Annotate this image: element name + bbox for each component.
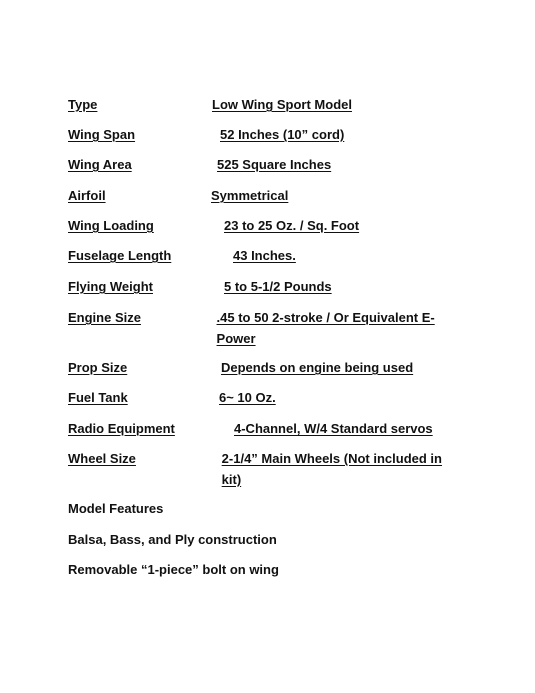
spec-row-wheel-size bbox=[68, 448, 463, 490]
spec-row-wing-area bbox=[68, 154, 463, 175]
spec-label: Flying Weight bbox=[68, 279, 153, 294]
spec-row-airfoil bbox=[68, 185, 463, 206]
spec-row-fuel-tank bbox=[68, 387, 463, 408]
spec-value: Depends on engine being used bbox=[221, 360, 414, 375]
spec-value: 2-1/4” Main Wheels (Not included in kit) bbox=[221, 451, 442, 487]
spec-value: 52 Inches (10” cord) bbox=[220, 127, 345, 142]
spec-label: Type bbox=[68, 97, 98, 112]
feature-item: Balsa, Bass, and Ply construction bbox=[68, 532, 277, 547]
spec-row-type bbox=[68, 94, 463, 115]
feature-item: Removable “1-piece” bolt on wing bbox=[68, 562, 279, 577]
spec-value: 525 Square Inches bbox=[217, 157, 332, 172]
spec-label: Airfoil bbox=[68, 188, 106, 203]
spec-row-prop-size bbox=[68, 357, 463, 378]
spec-label: Wing Span bbox=[68, 127, 136, 142]
spec-row-flying-weight bbox=[68, 276, 463, 297]
spec-value: 5 to 5-1/2 Pounds bbox=[224, 279, 332, 294]
spec-row-engine-size bbox=[68, 307, 463, 349]
spec-value: 6~ 10 Oz. bbox=[219, 390, 276, 405]
spec-value: 23 to 25 Oz. / Sq. Foot bbox=[224, 218, 360, 233]
spec-label: Wing Area bbox=[68, 157, 132, 172]
spec-value: Symmetrical bbox=[211, 188, 289, 203]
spec-row-wing-span bbox=[68, 124, 463, 145]
spec-label: Radio Equipment bbox=[68, 421, 175, 436]
spec-row-fuselage-length bbox=[68, 245, 463, 266]
spec-label: Prop Size bbox=[68, 360, 128, 375]
spec-row-radio-equipment bbox=[68, 418, 463, 439]
spec-label: Engine Size bbox=[68, 310, 141, 325]
spec-value: 43 Inches. bbox=[233, 248, 296, 263]
spec-label: Wheel Size bbox=[68, 451, 136, 466]
spec-value: 4-Channel, W/4 Standard servos bbox=[234, 421, 433, 436]
spec-row-wing-loading bbox=[68, 215, 463, 236]
spec-label: Wing Loading bbox=[68, 218, 154, 233]
model-features-heading: Model Features bbox=[68, 501, 164, 516]
spec-value: .45 to 50 2-stroke / Or Equivalent E-Power bbox=[216, 310, 435, 346]
spec-value: Low Wing Sport Model bbox=[212, 97, 352, 112]
spec-label: Fuselage Length bbox=[68, 248, 172, 263]
spec-label: Fuel Tank bbox=[68, 390, 128, 405]
